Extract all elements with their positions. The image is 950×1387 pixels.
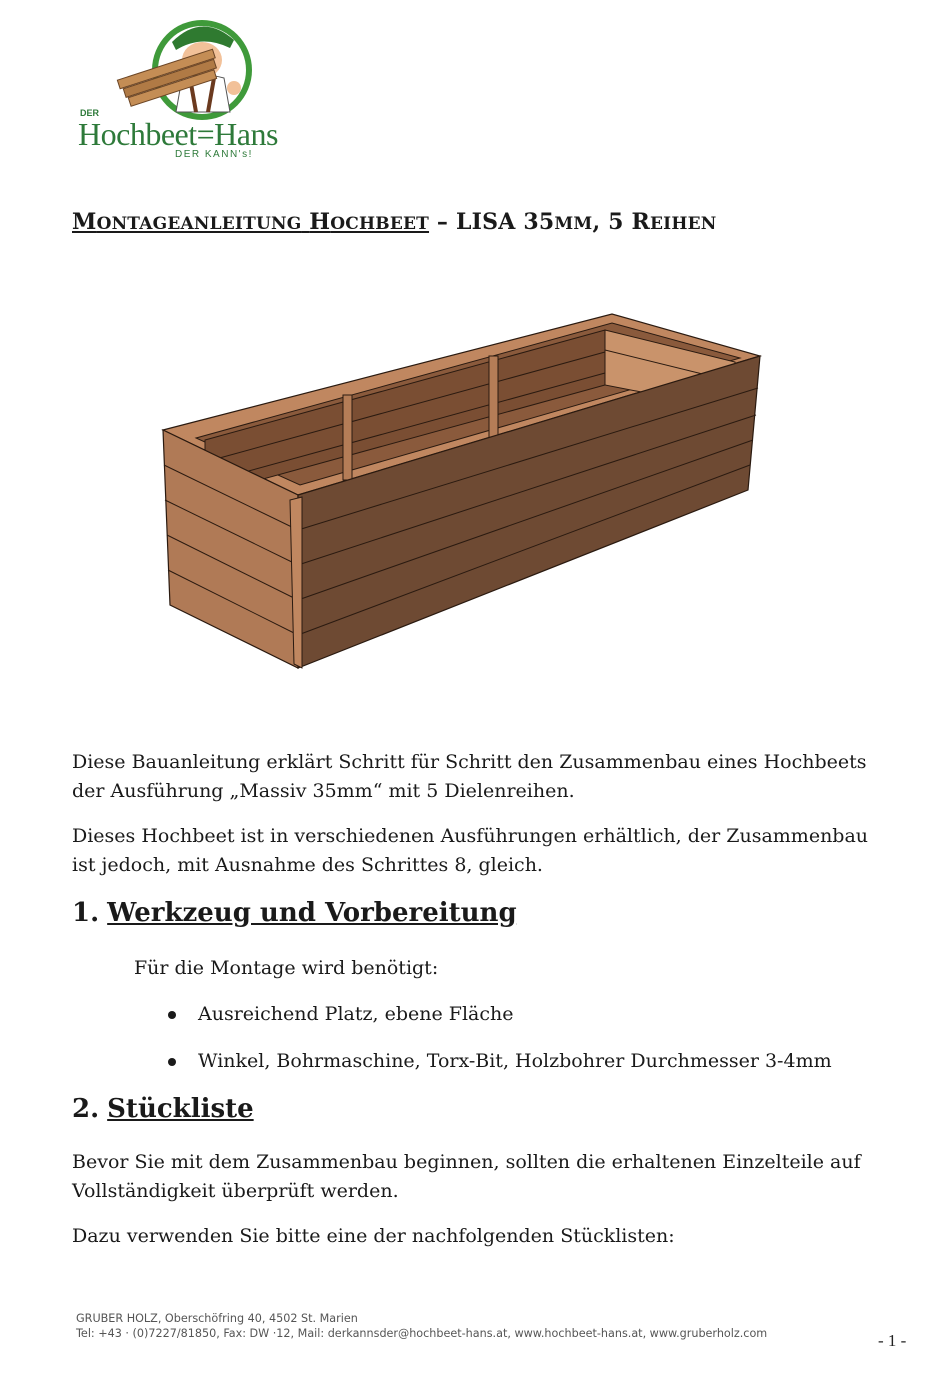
title-part1: MONTAGEANLEITUNG HOCHBEET bbox=[72, 209, 430, 235]
section-1-title: Werkzeug und Vorbereitung bbox=[107, 898, 517, 928]
footer-contact: Tel: +43 · (0)7227/81850, Fax: DW ·12, Mail: derkannsder@hochbeet-hans.at, www.hochbeet-hans.at, www.gruberholz.com bbox=[76, 1327, 768, 1340]
bullet-icon bbox=[168, 1058, 176, 1066]
section-2-number: 2. bbox=[72, 1094, 100, 1124]
tools-intro-text: Für die Montage wird benötigt: bbox=[134, 957, 439, 979]
list-item-text: Winkel, Bohrmaschine, Torx-Bit, Holzbohrer Durchmesser 3-4mm bbox=[198, 1050, 832, 1072]
page-number: - 1 - bbox=[878, 1331, 907, 1350]
logo-brand: Hochbeet=Hans bbox=[78, 116, 278, 152]
bullet-icon bbox=[168, 1011, 176, 1019]
company-logo bbox=[72, 12, 302, 162]
raised-bed-icon bbox=[150, 300, 780, 680]
parts-paragraph-1: Bevor Sie mit dem Zusammenbau beginnen, sollten die erhaltenen Einzelteile auf Vollständigkeit überprüft werden. bbox=[72, 1151, 861, 1202]
tools-list bbox=[166, 1000, 832, 1094]
section-1-number: 1. bbox=[72, 898, 100, 928]
parts-paragraph-2: Dazu verwenden Sie bitte eine der nachfolgenden Stücklisten: bbox=[72, 1225, 675, 1247]
page-footer bbox=[76, 1311, 767, 1341]
document-title bbox=[72, 209, 716, 235]
footer-address: GRUBER HOLZ, Oberschöfring 40, 4502 St. Marien bbox=[76, 1312, 358, 1325]
section-2-title: Stückliste bbox=[107, 1094, 254, 1124]
intro-paragraph-2: Dieses Hochbeet ist in verschiedenen Ausführungen erhältlich, der Zusammenbau ist jedoch, mit Ausnahme des Schrittes 8, gleich. bbox=[72, 825, 869, 876]
intro-paragraph-1: Diese Bauanleitung erklärt Schritt für Schritt den Zusammenbau eines Hochbeets der Ausführung „Massiv 35mm“ mit 5 Dielenreihen. bbox=[72, 751, 867, 802]
title-part2: LISA 35MM, 5 REIHEN bbox=[455, 209, 717, 235]
raised-bed-illustration bbox=[150, 300, 780, 680]
logo-mascot-icon bbox=[72, 12, 302, 122]
list-item bbox=[166, 1000, 832, 1047]
logo-prefix: DER bbox=[80, 108, 100, 118]
section-1-heading bbox=[72, 898, 517, 928]
title-dash: – bbox=[436, 209, 449, 235]
logo-tagline: DER KANN's! bbox=[175, 149, 253, 160]
section-2-heading bbox=[72, 1094, 254, 1124]
list-item-text: Ausreichend Platz, ebene Fläche bbox=[198, 1003, 514, 1025]
list-item bbox=[166, 1047, 832, 1094]
